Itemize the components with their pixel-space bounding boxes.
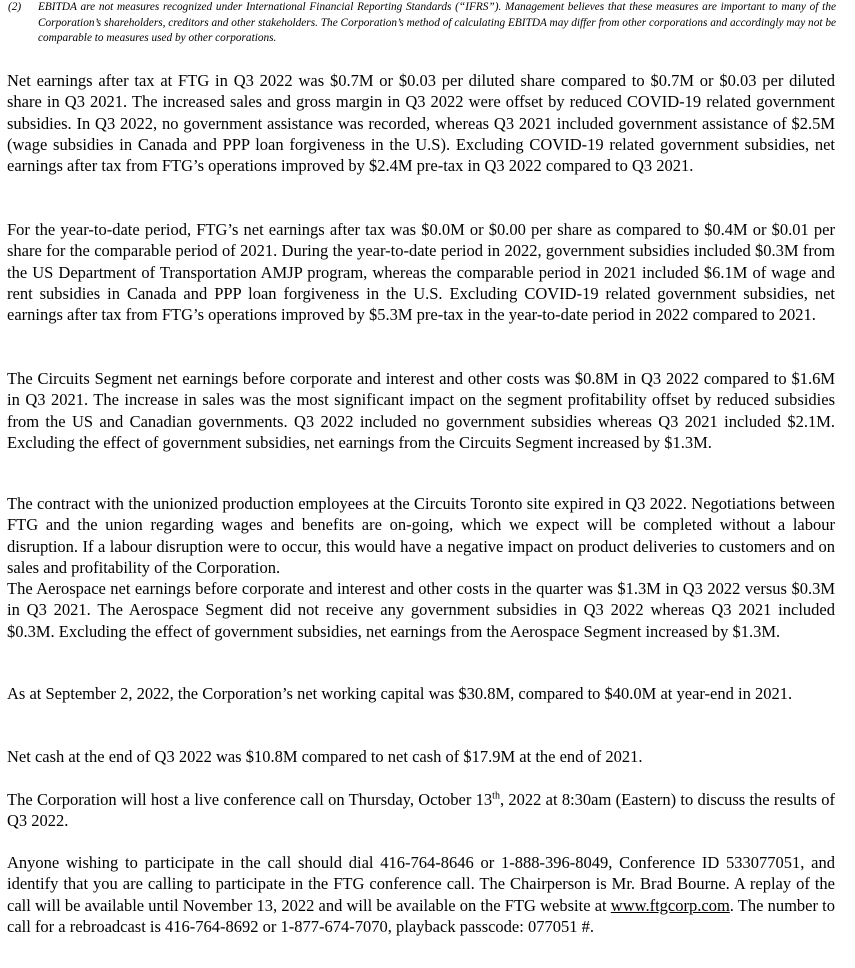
ordinal-suffix: th bbox=[492, 790, 500, 802]
paragraph-working-capital: As at September 2, 2022, the Corporation’s net working capital was $30.8M, compared to $40.0M at year-end in 2021. bbox=[7, 684, 793, 703]
paragraph-year-to-date: For the year-to-date period, FTG’s net earnings after tax was $0.0M or $0.00 per share as compared to $0.4M or $0.01 per share for the comparable period of 2021. During the year-to-date period in 2022, government subsidies included $0.3M from the US Department of Transportation AMJP program, whereas the comparable period in 2021 included $6.1M of wage and rent subsidies in Canada and PPP loan forgiveness in the U.S. Excluding COVID-19 related government subsidies, net earnings after tax from FTG’s operations improved by $5.3M pre-tax in the year-to-date period in 2022 compared to 2021. bbox=[7, 220, 835, 325]
conference-call-text: The Corporation will host a live conference call on Thursday, October 13 bbox=[7, 790, 493, 809]
footnote-text: EBITDA are not measures recognized under International Financial Reporting Standards (“IFRS”). Management believes that these measures are important to many of the Corporation’s shareholders, creditors and other stakeholders. The Corporation’s method of calculating EBITDA may differ from other corporations and accordingly may not be comparable to measures used by other corporations. bbox=[38, 1, 836, 44]
conference-call-text-end: , 2022 at 8:30am (Eastern) to discuss the results of Q3 2022. bbox=[7, 790, 836, 831]
call-details-text-end: . The number to call for a rebroadcast is 416-764-8692 or 1-877-674-7070, playback passcode: 077051 #. bbox=[7, 895, 836, 936]
paragraph-net-cash: Net cash at the end of Q3 2022 was $10.8M compared to net cash of $17.9M at the end of 2021. bbox=[7, 747, 643, 766]
paragraph-call-details bbox=[7, 852, 835, 937]
footnote-number: (2) bbox=[8, 1, 22, 13]
website-link[interactable]: www.ftgcorp.com bbox=[610, 895, 730, 915]
paragraph-aerospace-segment: The Aerospace net earnings before corporate and interest and other costs in the quarter was $1.3M in Q3 2022 versus $0.3M in Q3 2021. The Aerospace Segment did not receive any government subsidies in Q3 2022 whereas Q3 2021 included $0.3M. Excluding the effect of government subsidies, net earnings from the Aerospace Segment increased by $1.3M. bbox=[7, 579, 835, 641]
footnote bbox=[8, 0, 836, 47]
paragraph-net-earnings-q3: Net earnings after tax at FTG in Q3 2022 was $0.7M or $0.03 per diluted share compared to $0.7M or $0.03 per diluted share in Q3 2021. The increased sales and gross margin in Q3 2022 were offset by reduced COVID-19 related government subsidies. In Q3 2022, no government assistance was recorded, whereas Q3 2021 included government assistance of $2.5M (wage subsidies in Canada and PPP loan forgiveness in the U.S). Excluding COVID-19 related government subsidies, net earnings after tax from FTG’s operations improved by $2.4M pre-tax in Q3 2022 compared to Q3 2021. bbox=[7, 71, 835, 176]
paragraph-circuits-segment: The Circuits Segment net earnings before corporate and interest and other costs was $0.8M in Q3 2022 compared to $1.6M in Q3 2021. The increase in sales was the most significant impact on the segment profitability offset by reduced subsidies from the US and Canadian governments. Q3 2022 included no government subsidies whereas Q3 2021 included $2.1M. Excluding the effect of government subsidies, net earnings from the Circuits Segment increased by $1.3M. bbox=[7, 369, 835, 452]
paragraph-union-contract: The contract with the unionized production employees at the Circuits Toronto site expired in Q3 2022. Negotiations between FTG and the union regarding wages and benefits are on-going, which we expect will be completed without a labour disruption. If a labour disruption were to occur, this would have a negative impact on product deliveries to customers and on sales and profitability of the Corporation. bbox=[7, 494, 835, 577]
paragraph-conference-call bbox=[7, 789, 835, 832]
call-details-text: Anyone wishing to participate in the call should dial 416-764-8646 or 1-888-396-8049, Conference ID 533077051, and identify that you are calling to participate in the FTG conference call. The Chairperson is Mr. Brad Bourne. A replay of the call will be available until November 13, 2022 and will be available on the FTG website at bbox=[7, 853, 835, 915]
